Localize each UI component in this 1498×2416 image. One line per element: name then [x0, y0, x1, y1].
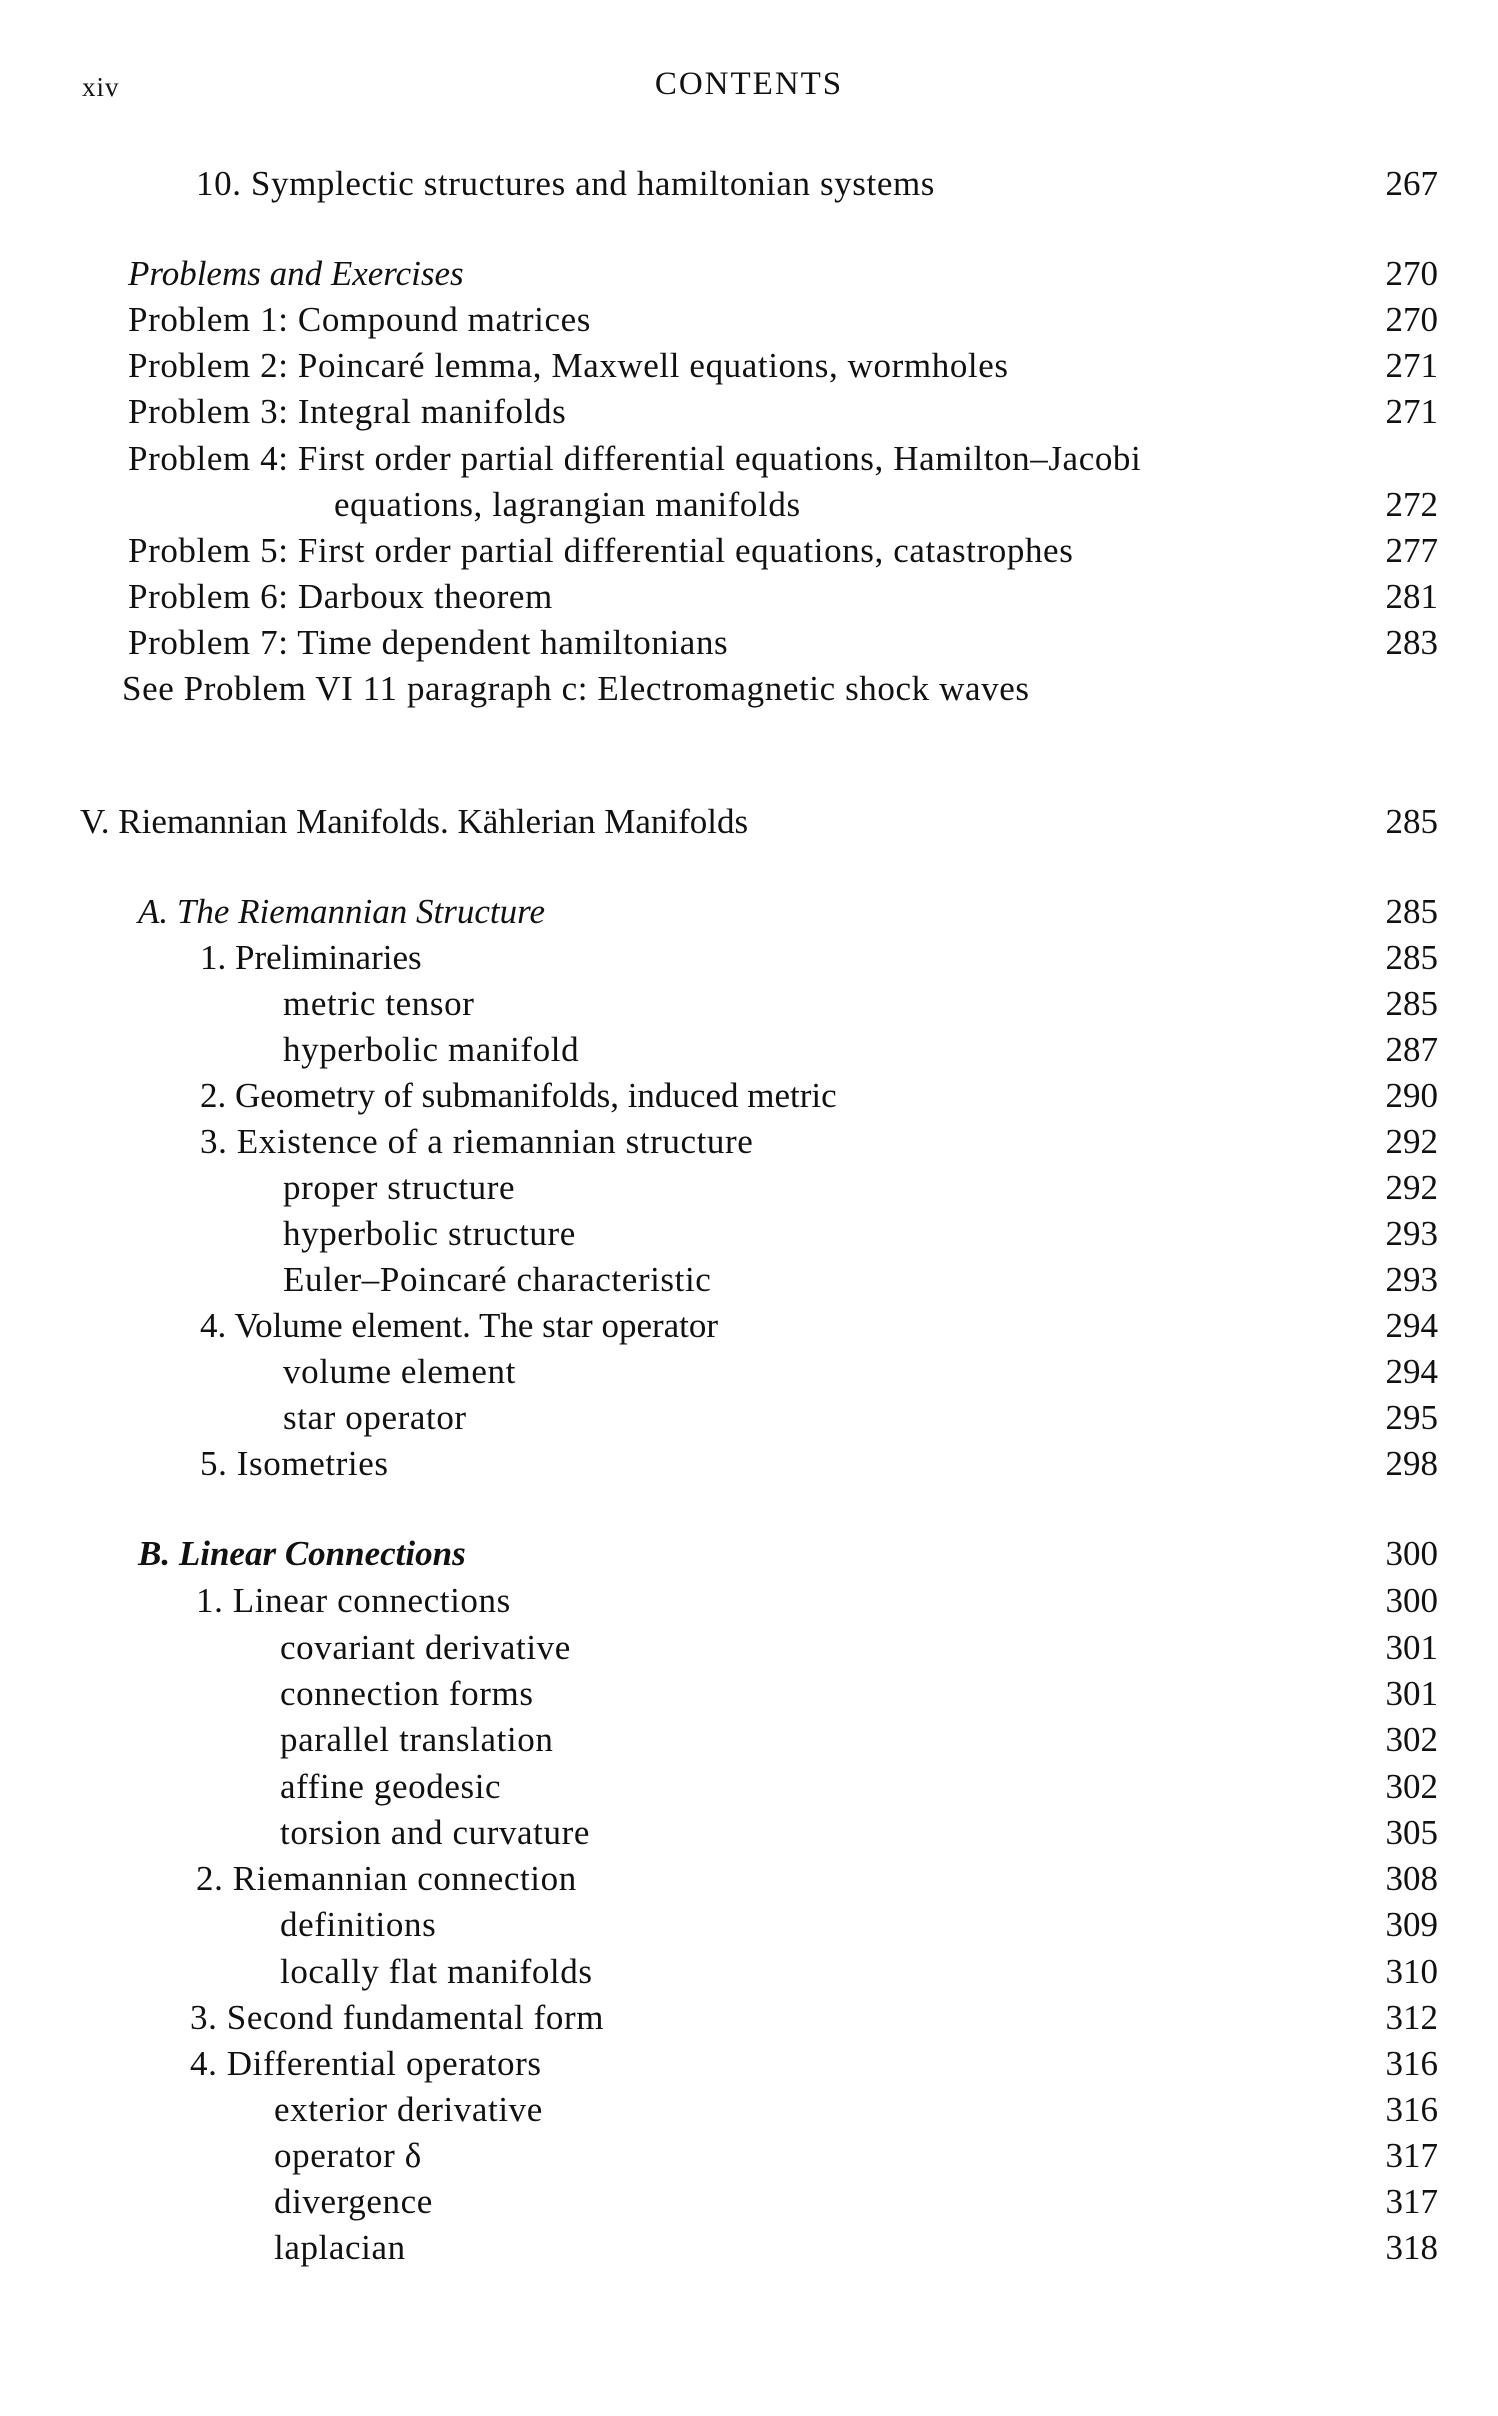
toc-entry-text: Problem 5: First order partial differential equations, catastrophes	[128, 531, 1074, 570]
toc-entry-text: V. Riemannian Manifolds. Kählerian Manifolds	[80, 802, 749, 841]
toc-page-number: 300	[1385, 1534, 1438, 1573]
toc-entry	[0, 982, 1498, 1026]
toc-entry	[0, 1996, 1498, 2040]
toc-entry-text: connection forms	[280, 1674, 534, 1713]
toc-chapter	[0, 800, 1498, 844]
toc-entry-text: 4. Volume element. The star operator	[200, 1306, 719, 1345]
toc-page-number: 271	[1385, 346, 1438, 385]
toc-entry-text: See Problem VI 11 paragraph c: Electromagnetic shock waves	[122, 669, 1030, 708]
toc-page-number: 292	[1385, 1122, 1438, 1161]
toc-entry-text: parallel translation	[280, 1720, 554, 1759]
toc-page-number: 317	[1385, 2136, 1438, 2175]
toc-entry	[0, 1857, 1498, 1901]
toc-entry	[0, 1212, 1498, 1256]
toc-entry-text: proper structure	[283, 1168, 516, 1207]
toc-page-number: 277	[1385, 531, 1438, 570]
toc-entry	[0, 1950, 1498, 1994]
toc-page-number: 298	[1385, 1444, 1438, 1483]
page-number: xiv	[82, 72, 120, 102]
toc-page-number: 293	[1385, 1260, 1438, 1299]
toc-entry	[0, 1304, 1498, 1348]
toc-entry-text: laplacian	[274, 2228, 406, 2267]
toc-page-number: 293	[1385, 1214, 1438, 1253]
toc-entry	[0, 2088, 1498, 2132]
toc-entry-text: 1. Linear connections	[196, 1581, 511, 1620]
toc-entry-text: Problem 4: First order partial differential equations, Hamilton–Jacobi	[128, 439, 1142, 478]
toc-entry	[0, 1626, 1498, 1670]
toc-entry-text: Problem 1: Compound matrices	[128, 300, 591, 339]
toc-entry-text: 10. Symplectic structures and hamiltonian systems	[196, 164, 936, 203]
toc-entry	[0, 2134, 1498, 2178]
toc-entry	[0, 1074, 1498, 1118]
toc-page-number: 267	[1385, 164, 1438, 203]
toc-entry-text: Problem 7: Time dependent hamiltonians	[128, 623, 729, 662]
toc-page-number: 270	[1385, 300, 1438, 339]
toc-entry	[0, 1120, 1498, 1164]
toc-page-number: 283	[1385, 623, 1438, 662]
toc-entry-text: 2. Riemannian connection	[196, 1859, 577, 1898]
toc-entry-text: star operator	[283, 1398, 467, 1437]
toc-entry-text: 5. Isometries	[200, 1444, 389, 1483]
toc-section	[0, 1532, 1498, 1576]
toc-page-number: 285	[1385, 892, 1438, 931]
toc-entry-text: affine geodesic	[280, 1767, 502, 1806]
toc-page-number: 317	[1385, 2182, 1438, 2221]
toc-entry	[0, 1350, 1498, 1394]
toc-page-number: 302	[1385, 1767, 1438, 1806]
toc-entry-text: Euler–Poincaré characteristic	[283, 1260, 712, 1299]
toc-page-number: 285	[1385, 984, 1438, 1023]
toc-entry	[0, 529, 1498, 573]
toc-page-number: 270	[1385, 254, 1438, 293]
toc-page-number: 318	[1385, 2228, 1438, 2267]
toc-entry-text: metric tensor	[283, 984, 475, 1023]
toc-entry	[0, 2180, 1498, 2224]
toc-entry	[0, 1811, 1498, 1855]
toc-entry-text: A. The Riemannian Structure	[138, 892, 545, 931]
toc-entry-text: hyperbolic manifold	[283, 1030, 580, 1069]
toc-entry-text: torsion and curvature	[280, 1813, 590, 1852]
toc-entry-text: exterior derivative	[274, 2090, 543, 2129]
toc-entry-text: operator δ	[274, 2136, 422, 2175]
toc-entry-text: Problem 3: Integral manifolds	[128, 392, 567, 431]
toc-entry	[0, 667, 1498, 711]
toc-page-number: 302	[1385, 1720, 1438, 1759]
toc-page-number: 301	[1385, 1674, 1438, 1713]
toc-page-number: 285	[1385, 938, 1438, 977]
toc-entry-text: covariant derivative	[280, 1628, 571, 1667]
toc-entry	[0, 298, 1498, 342]
toc-page-number: 294	[1385, 1306, 1438, 1345]
toc-page-number: 300	[1385, 1581, 1438, 1620]
toc-entry	[0, 621, 1498, 665]
toc-page-number: 271	[1385, 392, 1438, 431]
toc-entry	[0, 1718, 1498, 1762]
toc-entry-text: Problems and Exercises	[128, 254, 464, 293]
toc-page-number: 309	[1385, 1905, 1438, 1944]
toc-entry-text: volume element	[283, 1352, 516, 1391]
toc-entry	[0, 1579, 1498, 1623]
toc-entry	[0, 1258, 1498, 1302]
toc-entry	[0, 162, 1498, 206]
toc-page-number: 310	[1385, 1952, 1438, 1991]
toc-page-number: 281	[1385, 577, 1438, 616]
toc-entry-text: 1. Preliminaries	[200, 938, 422, 977]
toc-page-number: 305	[1385, 1813, 1438, 1852]
page-header	[0, 66, 1498, 106]
toc-entry-text: B. Linear Connections	[138, 1534, 466, 1573]
toc-entry-text: Problem 6: Darboux theorem	[128, 577, 553, 616]
toc-page-number: 292	[1385, 1168, 1438, 1207]
toc-entry-text: hyperbolic structure	[283, 1214, 576, 1253]
toc-entry	[0, 390, 1498, 434]
toc-entry	[0, 1396, 1498, 1440]
toc-page-number: 316	[1385, 2044, 1438, 2083]
toc-entry-text: 4. Differential operators	[190, 2044, 542, 2083]
toc-entry-text: divergence	[274, 2182, 433, 2221]
running-title: CONTENTS	[654, 66, 844, 102]
toc-page-number: 295	[1385, 1398, 1438, 1437]
toc-page-number: 316	[1385, 2090, 1438, 2129]
toc-page-number: 272	[1385, 485, 1438, 524]
toc-entry	[0, 936, 1498, 980]
toc-page-number: 285	[1385, 802, 1438, 841]
toc-page-number: 290	[1385, 1076, 1438, 1115]
toc-page-number: 287	[1385, 1030, 1438, 1069]
toc-page-number: 301	[1385, 1628, 1438, 1667]
toc-entry	[0, 252, 1498, 296]
toc-entry	[0, 575, 1498, 619]
toc-entry	[0, 1903, 1498, 1947]
toc-page-number: 308	[1385, 1859, 1438, 1898]
toc-entry-text: Problem 2: Poincaré lemma, Maxwell equations, wormholes	[128, 346, 1009, 385]
toc-entry	[0, 1765, 1498, 1809]
toc-section	[0, 890, 1498, 934]
toc-entry-text: equations, lagrangian manifolds	[334, 485, 801, 524]
toc-page-number: 312	[1385, 1998, 1438, 2037]
toc-entry-text: 2. Geometry of submanifolds, induced metric	[200, 1076, 837, 1115]
toc-entry	[0, 1166, 1498, 1210]
toc-entry	[0, 437, 1498, 481]
toc-entry	[0, 1672, 1498, 1716]
toc-entry	[0, 1028, 1498, 1072]
toc-entry	[0, 1442, 1498, 1486]
toc-entry-text: 3. Second fundamental form	[190, 1998, 605, 2037]
toc-entry	[0, 483, 1498, 527]
toc-entry	[0, 344, 1498, 388]
toc-entry-text: locally flat manifolds	[280, 1952, 593, 1991]
toc-entry	[0, 2042, 1498, 2086]
toc-entry-text: definitions	[280, 1905, 437, 1944]
toc-page-number: 294	[1385, 1352, 1438, 1391]
toc-entry-text: 3. Existence of a riemannian structure	[200, 1122, 754, 1161]
toc-entry	[0, 2226, 1498, 2270]
